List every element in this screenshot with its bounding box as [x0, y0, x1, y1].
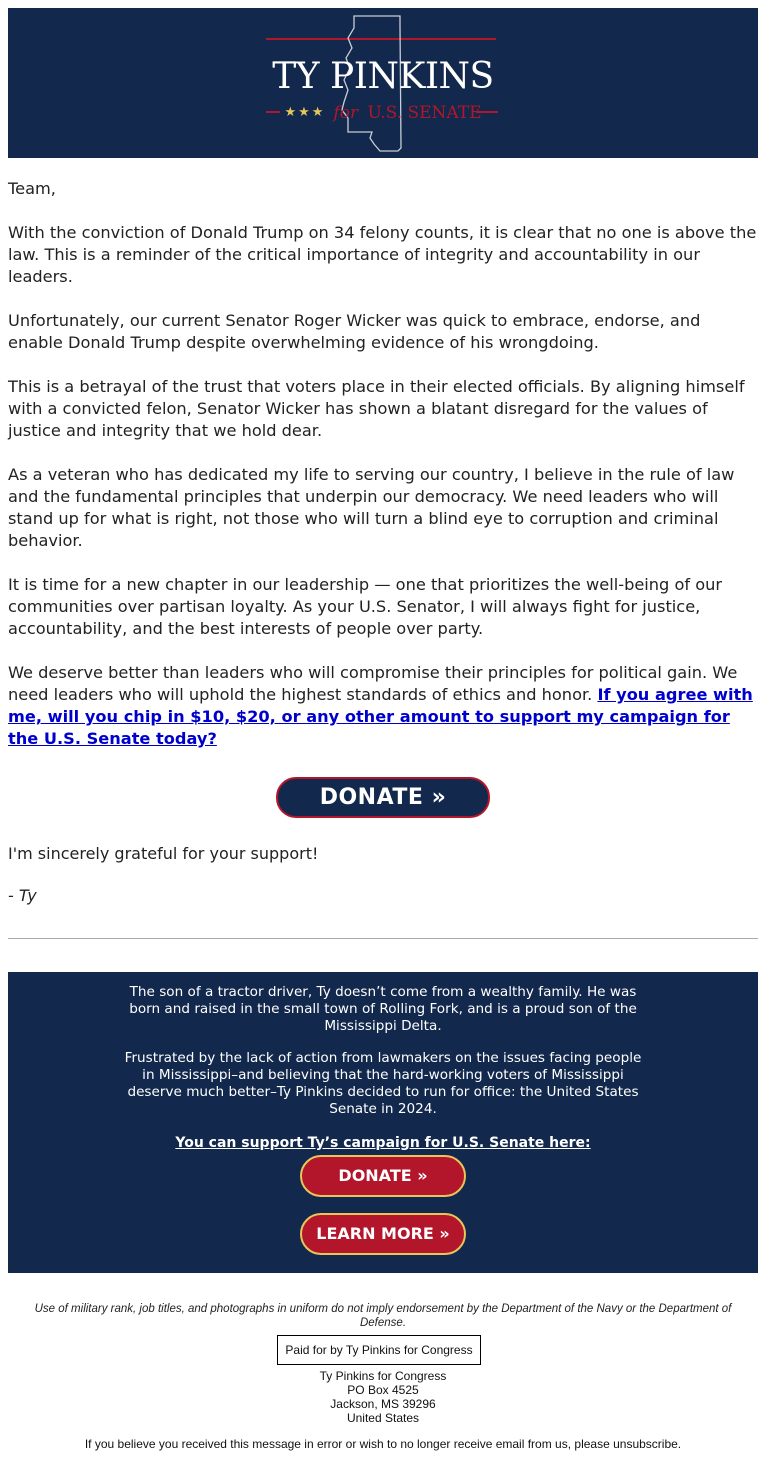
unsubscribe-text[interactable]: If you believe you received this message in error or wish to no longer receive email from us, please unsubscribe.: [84, 1437, 682, 1451]
email-body: [8, 178, 758, 772]
logo-first-name: TY: [272, 56, 320, 97]
footer-donate-button[interactable]: DONATE »: [300, 1155, 466, 1197]
donate-button[interactable]: DONATE »: [276, 777, 490, 818]
logo-wordmark: [8, 56, 758, 97]
paragraph-6-text: We deserve better than leaders who will compromise their principles for political gain. We need leaders who will uphold the highest standards of ethics and honor.: [8, 663, 738, 704]
address-line: Ty Pinkins for Congress: [319, 1369, 447, 1383]
paid-for-box: Paid for by Ty Pinkins for Congress: [277, 1335, 481, 1365]
address-line: United States: [346, 1411, 420, 1425]
bio-box: [8, 972, 758, 1273]
paragraph-1: With the conviction of Donald Trump on 34 felony counts, it is clear that no one is above the law. This is a reminder of the critical importance of integrity and accountability in our leaders.: [8, 223, 757, 286]
signature: - Ty: [8, 886, 37, 905]
paragraph-6: [8, 662, 758, 750]
paragraph-2: Unfortunately, our current Senator Roger Wicker was quick to embrace, endorse, and enable Donald Trump despite overwhelming evidence of his wrongdoing.: [8, 311, 701, 352]
mailing-address: [8, 1369, 758, 1425]
military-disclaimer: Use of military rank, job titles, and photographs in uniform do not imply endorsement by the Department of the Navy or the Department of Defense.: [34, 1303, 732, 1329]
header-banner: [8, 8, 758, 158]
thanks-text: I'm sincerely grateful for your support!: [8, 844, 319, 863]
learn-more-button[interactable]: LEARN MORE »: [300, 1213, 466, 1255]
paragraph-5: It is time for a new chapter in our leadership — one that prioritizes the well-being of our communities over partisan loyalty. As your U.S. Senator, I will always fight for justice, accountability, and the best interests of people over party.: [8, 575, 723, 638]
paragraph-3: This is a betrayal of the trust that voters place in their elected officials. By aligning himself with a convicted felon, Senator Wicker has shown a blatant disregard for the values of justice and integrity that we hold dear.: [8, 377, 745, 440]
bio-paragraph-1: The son of a tractor driver, Ty doesn’t come from a wealthy family. He was born and raised in the small town of Rolling Fork, and is a proud son of the Mississippi Delta.: [129, 984, 637, 1034]
stars-icon: ★★★: [284, 105, 326, 120]
paragraph-4: As a veteran who has dedicated my life to serving our country, I believe in the rule of law and the fundamental principles that underpin our democracy. We need leaders who will stand up for what is right, not those who will turn a blind eye to corruption and criminal behavior.: [8, 465, 735, 550]
logo-senate: U.S. SENATE: [367, 103, 482, 123]
greeting: Team,: [8, 179, 56, 198]
logo-last-name: PINKINS: [330, 56, 494, 97]
logo-for: for: [333, 103, 359, 123]
support-link[interactable]: You can support Ty’s campaign for U.S. Senate here:: [175, 1135, 591, 1151]
address-line: PO Box 4525: [347, 1383, 419, 1397]
divider: [8, 938, 758, 939]
chip-in-link[interactable]: If you agree with me, will you chip in $10, $20, or any other amount to support my campaign for the U.S. Senate today?: [8, 685, 753, 748]
address-line: Jackson, MS 39296: [330, 1397, 436, 1411]
logo-tagline: [8, 103, 758, 123]
bio-paragraph-2: Frustrated by the lack of action from lawmakers on the issues facing people in Mississippi–and believing that the hard-working voters of Mississippi deserve much better–Ty Pinkins decided to run for office: the United States Senate in 2024.: [124, 1050, 642, 1117]
